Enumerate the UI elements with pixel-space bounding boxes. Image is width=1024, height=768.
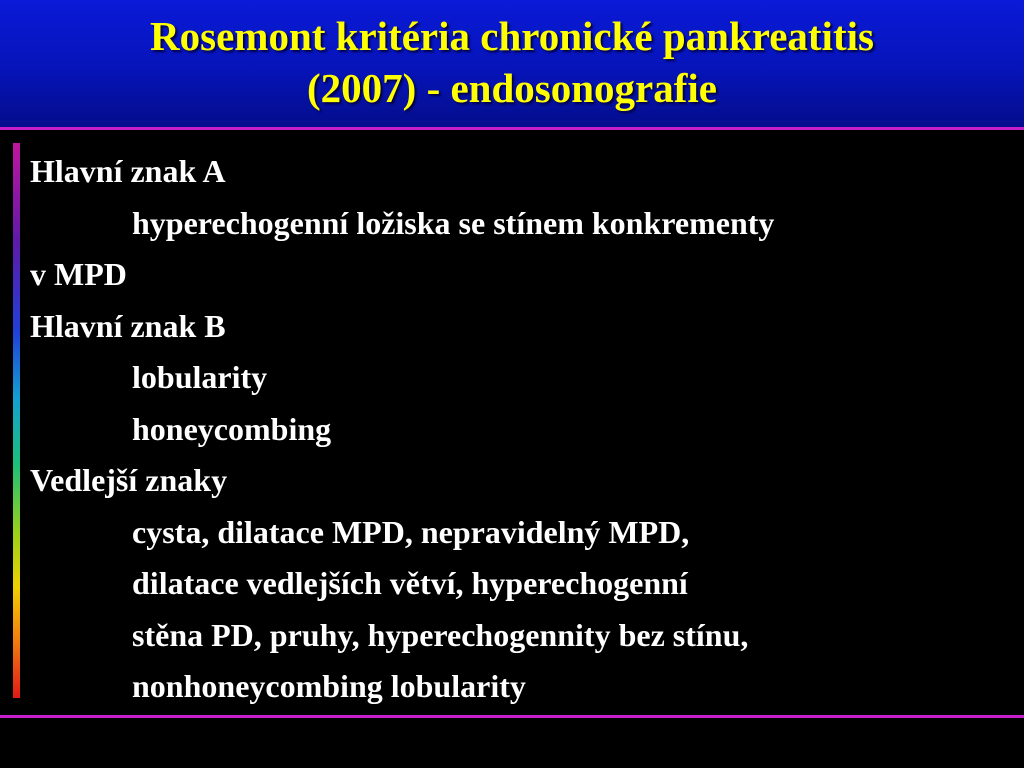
body-line: cysta, dilatace MPD, nepravidelný MPD, xyxy=(132,513,690,550)
slide-title xyxy=(0,10,1024,114)
body-line: dilatace vedlejších větví, hyperechogenní xyxy=(132,565,688,601)
body-line: stěna PD, pruhy, hyperechogennity bez stínu, xyxy=(132,616,749,653)
body-line: hyperechogenní ložiska se stínem konkrementy xyxy=(132,204,775,241)
heading-major-sign-a: Hlavní znak A xyxy=(30,153,226,189)
title-line-2: (2007) - endosonografie xyxy=(307,65,717,111)
slide-body xyxy=(30,146,1010,713)
body-line: lobularity xyxy=(132,359,268,395)
heading-minor-signs: Vedlejší znaky xyxy=(30,462,228,498)
body-line: honeycombing xyxy=(132,410,332,447)
body-line: nonhoneycombing lobularity xyxy=(132,668,526,704)
heading-major-sign-b: Hlavní znak B xyxy=(30,307,226,344)
bottom-divider xyxy=(0,715,1024,718)
top-divider xyxy=(0,127,1024,130)
title-line-1: Rosemont kritéria chronické pankreatitis xyxy=(150,13,874,59)
body-line: v MPD xyxy=(30,256,127,292)
rainbow-side-bar xyxy=(13,143,20,698)
